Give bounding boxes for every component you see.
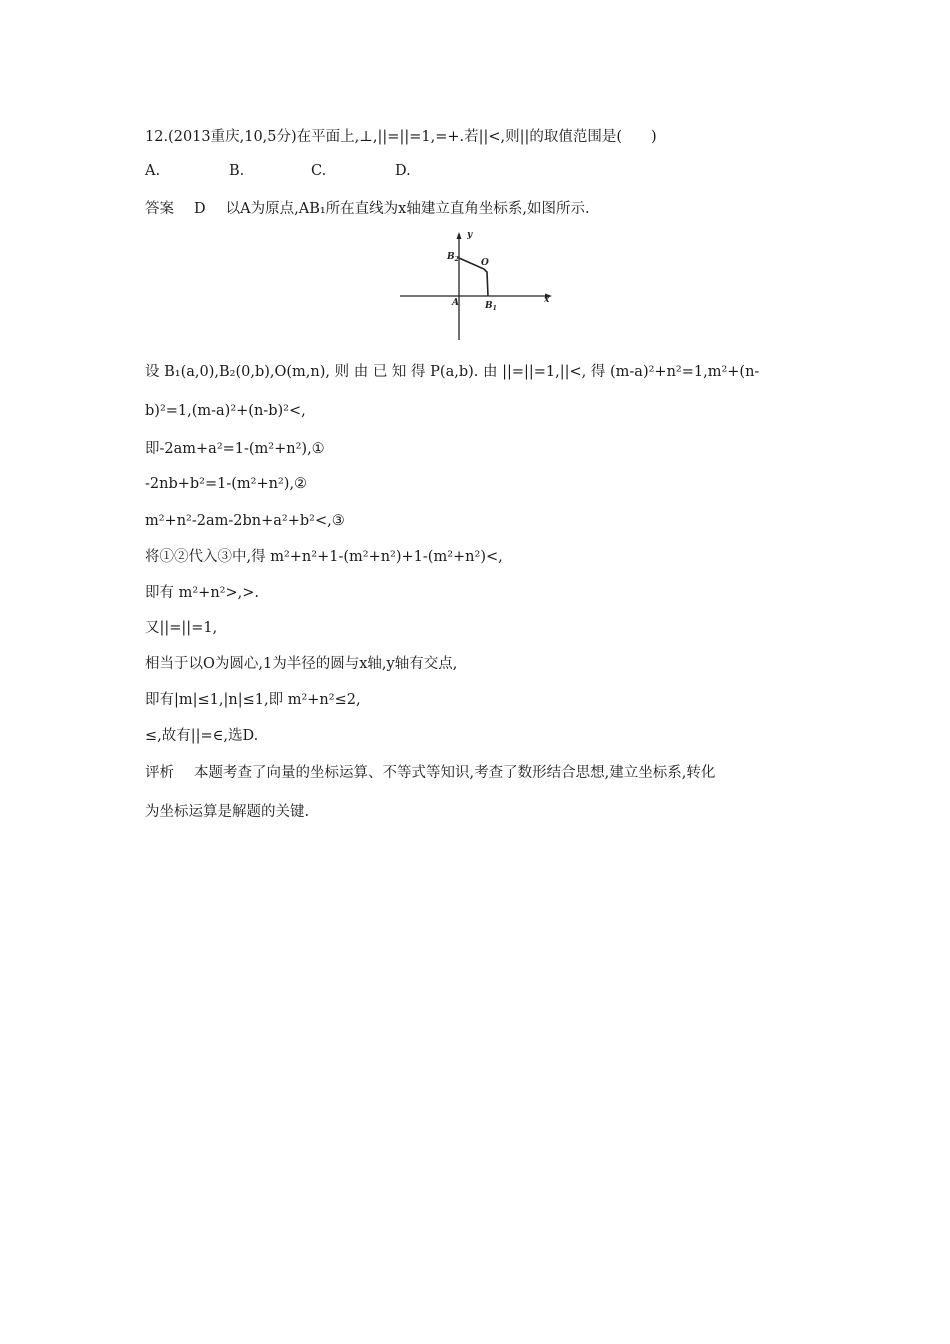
comment-text-1: 本题考查了向量的坐标运算、不等式等知识,考查了数形结合思想,建立坐标系,转化 <box>194 765 716 781</box>
y-axis-arrow <box>457 232 462 239</box>
solution-line-9: 相当于以O为圆心,1为半径的圆与x轴,y轴有交点, <box>145 656 458 672</box>
solution-line-8: 又||=||=1, <box>145 620 218 636</box>
option-d: D. <box>395 163 411 179</box>
solution-line-2: b)²=1,(m-a)²+(n-b)²<, <box>145 403 306 419</box>
solution-line-4: -2nb+b²=1-(m²+n²),② <box>145 476 308 492</box>
y-axis-label: y <box>467 230 473 240</box>
answer-options <box>145 163 565 183</box>
option-b: B. <box>229 163 245 179</box>
answer-text: 以A为原点,AB₁所在直线为x轴建立直角坐标系,如图所示. <box>225 201 590 217</box>
b1-label: $B_1$ <box>485 301 497 312</box>
comment-line-2: 为坐标运算是解题的关键. <box>145 804 310 820</box>
solution-line-10: 即有|m|≤1,|n|≤1,即 m²+n²≤2, <box>145 692 361 708</box>
coordinate-diagram <box>397 228 557 344</box>
question-text: 12.(2013重庆,10,5分)在平面上,⊥,||=||=1,=+.若||<,则||的取值范围是( ) <box>145 129 657 145</box>
solution-line-11: ≤,故有||=∈,选D. <box>145 728 259 744</box>
solution-line-6: 将①②代入③中,得 m²+n²+1-(m²+n²)+1-(m²+n²)<, <box>145 549 503 565</box>
solution-line-7: 即有 m²+n²>,>. <box>145 585 259 601</box>
comment-line-1 <box>145 763 715 783</box>
origin-label: A <box>452 298 459 308</box>
answer-line <box>145 199 590 219</box>
b2-label: $B_2$ <box>447 252 459 263</box>
solution-line-1: 设 B₁(a,0),B₂(0,b),O(m,n), 则 由 已 知 得 P(a,b). 由 ||=||=1,||<, 得 (m-a)²+n²=1,m²+(n- <box>145 364 760 380</box>
answer-choice: D <box>194 201 206 217</box>
solution-line-5: m²+n²-2am-2bn+a²+b²<,③ <box>145 513 345 529</box>
option-a: A. <box>145 163 161 179</box>
coordinate-figure <box>397 228 557 344</box>
answer-label: 答案 <box>145 201 174 217</box>
option-c: C. <box>311 163 327 179</box>
o-label: O <box>481 258 489 268</box>
solution-line-3: 即-2am+a²=1-(m²+n²),① <box>145 441 325 457</box>
comment-label: 评析 <box>145 765 174 781</box>
x-axis-label: x <box>544 295 550 305</box>
